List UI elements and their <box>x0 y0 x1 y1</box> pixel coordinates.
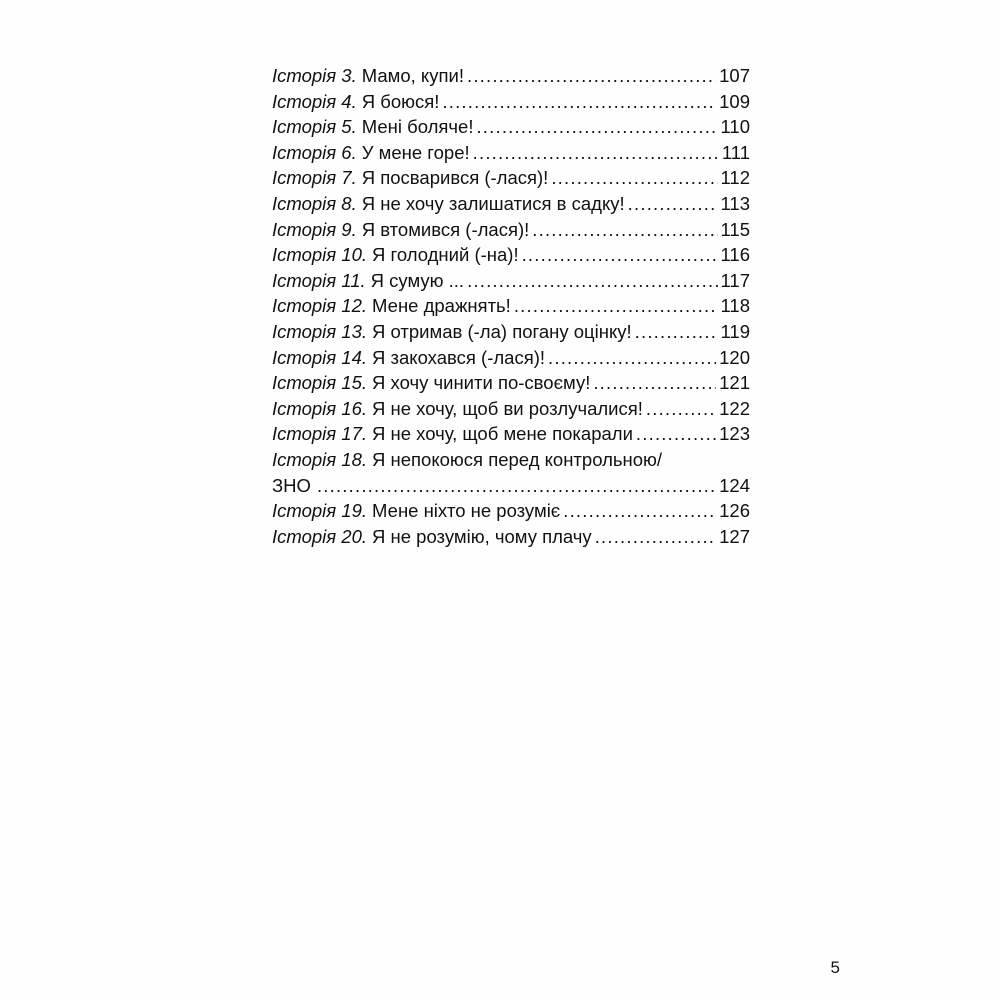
toc-entry-page: 111 <box>721 141 750 163</box>
dot-leader <box>548 345 716 371</box>
toc-entry-label: Історія 14. <box>272 346 368 368</box>
toc-entry <box>272 293 750 319</box>
toc-entry-title: У мене горе! <box>361 141 470 163</box>
dot-leader <box>473 140 719 166</box>
toc-entry <box>272 63 750 89</box>
page-number: 5 <box>830 958 840 977</box>
toc-entry-title: Я не розумію, чому плачу <box>372 525 592 547</box>
toc-entry-label: Історія 4. <box>272 90 357 112</box>
toc-entry <box>272 524 750 550</box>
toc-entry-label: Історія 10. <box>272 244 368 266</box>
toc-entry-label: Історія 13. <box>272 320 368 342</box>
toc-entry-label: Історія 17. <box>272 423 368 445</box>
dot-leader <box>593 370 716 396</box>
toc-entry-continuation <box>272 473 750 499</box>
dot-leader <box>467 268 717 294</box>
toc-entry-label: Історія 16. <box>272 397 368 419</box>
toc-entry <box>272 447 750 473</box>
toc-entry-page: 110 <box>720 116 750 138</box>
toc-entry-page: 115 <box>720 218 750 240</box>
toc-entry <box>272 114 750 140</box>
toc-entry-label: Історія 19. <box>272 500 368 522</box>
toc-entry-title: Я посварився (-лася)! <box>361 167 549 189</box>
toc-entry-title: Я голодний (-на)! <box>372 244 519 266</box>
toc-entry-title: Мені боляче! <box>361 116 474 138</box>
dot-leader <box>317 473 716 499</box>
toc-entry-label: Історія 7. <box>272 167 357 189</box>
toc-entry-label: Історія 5. <box>272 116 357 138</box>
dot-leader <box>646 396 716 422</box>
toc-entry-title: Мене дражнять! <box>372 295 511 317</box>
toc-entry-page: 121 <box>719 372 750 394</box>
toc-entry-title: Я закохався (-лася)! <box>372 346 546 368</box>
dot-leader <box>467 63 716 89</box>
toc-entry <box>272 89 750 115</box>
toc-entry <box>272 370 750 396</box>
toc-entry <box>272 268 750 294</box>
toc-entry-page: 117 <box>720 269 750 291</box>
toc-entry-page: 124 <box>719 474 750 496</box>
dot-leader <box>595 524 716 550</box>
toc-entry-page: 122 <box>719 397 750 419</box>
toc-entry-title: Я хочу чинити по-своєму! <box>372 372 591 394</box>
dot-leader <box>628 191 718 217</box>
toc-entry <box>272 396 750 422</box>
toc-entry-title: Я втомився (-лася)! <box>361 218 530 240</box>
toc-entry-page: 126 <box>719 500 750 522</box>
dot-leader <box>551 165 717 191</box>
toc-entry-title: Я не хочу, щоб мене покарали <box>372 423 633 445</box>
toc-entry-label: Історія 9. <box>272 218 357 240</box>
toc-entry-page: 107 <box>719 65 750 86</box>
dot-leader <box>636 421 716 447</box>
toc-entry-page: 112 <box>720 167 750 189</box>
toc-entry-label: Історія 12. <box>272 295 368 317</box>
toc-entry <box>272 319 750 345</box>
toc-entry-title: Я боюся! <box>361 90 440 112</box>
dot-leader <box>522 242 718 268</box>
dot-leader <box>514 293 718 319</box>
toc-entry-label: Історія 8. <box>272 192 357 214</box>
toc-entry-label: Історія 11. <box>272 269 366 291</box>
toc-entry-label: Історія 20. <box>272 525 368 547</box>
toc-entry-title: Я сумую ... <box>370 269 465 291</box>
toc-entry-title: Мамо, купи! <box>361 65 464 86</box>
toc-entry-title-continued: ЗНО <box>272 474 311 496</box>
table-of-contents <box>272 63 750 549</box>
toc-entry-title: Я отримав (-ла) погану оцінку! <box>372 320 632 342</box>
toc-entry-page: 116 <box>720 244 750 266</box>
toc-entry-label: Історія 15. <box>272 372 368 394</box>
toc-entry-page: 113 <box>720 192 750 214</box>
toc-entry-title: Я не хочу, щоб ви розлучалися! <box>372 397 643 419</box>
toc-entry-label: Історія 6. <box>272 141 357 163</box>
toc-entry <box>272 421 750 447</box>
toc-entry-page: 127 <box>719 525 750 547</box>
toc-entry-title: Мене ніхто не розуміє <box>372 500 561 522</box>
toc-entry <box>272 217 750 243</box>
toc-entry-title: Я не хочу залишатися в садку! <box>361 192 625 214</box>
toc-entry-page: 119 <box>720 320 750 342</box>
dot-leader <box>635 319 718 345</box>
dot-leader <box>532 217 717 243</box>
toc-entry <box>272 498 750 524</box>
toc-entry-page: 109 <box>719 90 750 112</box>
dot-leader <box>563 498 716 524</box>
toc-entry <box>272 345 750 371</box>
toc-entry-page: 123 <box>719 423 750 445</box>
toc-entry <box>272 165 750 191</box>
toc-entry-page: 120 <box>719 346 750 368</box>
toc-entry-label: Історія 3. <box>272 65 357 86</box>
toc-entry-page: 118 <box>720 295 750 317</box>
dot-leader <box>476 114 717 140</box>
toc-entry-label: Історія 18. <box>272 448 368 470</box>
dot-leader <box>442 89 716 115</box>
toc-entry <box>272 140 750 166</box>
toc-entry-title: Я непокоюся перед контрольною/ <box>372 448 663 470</box>
toc-entry <box>272 191 750 217</box>
toc-entry <box>272 242 750 268</box>
